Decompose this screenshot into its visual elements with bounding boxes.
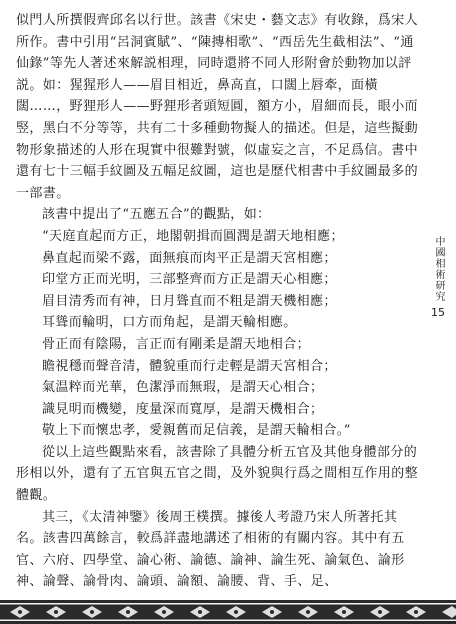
quote-block: [16, 226, 418, 442]
quote-line: 耳聳而輪明，口方而角起，是謂天輪相應。: [42, 315, 297, 331]
quote-line: 骨正而有陰陽，言正而有剛柔是謂天地相合；: [42, 336, 311, 352]
quote-line: 瞻視穩而聲音清，體貌重而行走輕是謂天宮相合；: [42, 358, 337, 374]
running-header: [425, 236, 451, 319]
quote-line: 眉目清秀而有神，日月聳直而不粗是謂天機相應；: [42, 293, 337, 309]
body-text: [16, 10, 418, 593]
decorative-footer-border: [0, 600, 456, 624]
page-number: 15: [431, 306, 445, 319]
quote-line: 鼻直起而梁不露，面無痕而肉平正是謂天宮相應；: [42, 250, 337, 266]
quote-line: “天庭直起而方正，地閣朝揖而圓潤是謂天地相應；: [42, 228, 344, 244]
quote-line: 氣温粹而光華，色潔淨而無瑕，是謂天心相合；: [42, 380, 324, 396]
paragraph-continuation: 似門人所撰假齊邱名以行世。該書《宋史・藝文志》有收錄，爲宋人所作。書中引用“呂洞賓賦”、“陳摶相歌”、“西岳先生截相法”、“通仙錄”等先人著述來解説相理，同時還將不同人形附會於動物加以評説。如：猩猩形人——眉目相近，鼻高直，口闊上唇牽，面橫闊……，野狸形人——野狸形者頭短圓，額方小，眉細而長，眼小而竪，黑白不分等等，共有二十多種動物擬人的描述。但是，這些擬動物形象描述的人形在現實中很難對號，似虛妄之言，不足爲信。書中還有七十三幅手紋圖及五幅足紋圖，這也是歷代相書中手紋圖最多的一部書。: [16, 13, 419, 201]
book-title-vertical: 中國相術研究: [433, 236, 444, 302]
paragraph-intro-five-responses: 該書中提出了“五應五合”的觀點，如：: [42, 207, 271, 223]
quote-line: 識見明而機變，度量深而寬厚，是謂天機相合；: [42, 401, 324, 417]
quote-line: 印堂方正而光明，三部整齊而方正是謂天心相應；: [42, 272, 337, 288]
paragraph-taiqing-shenjian: 其三，《太清神鑒》後周王樸撰。據後人考證乃宋人所著托其名。該書四萬餘言，較爲詳盡地講述了相術的有關内容。其中有五官、六府、四學堂、論心術、論德、論神、論生死、論氣色、論形神、論聲、論骨肉、論頭、論額、論腰、背、手、足、: [16, 509, 405, 590]
paragraph-conclusion: 從以上這些觀點來看，該書除了具體分析五官及其他身體部分的形相以外，還有了五官與五官之間，及外貌與行爲之間相互作用的整體觀。: [16, 444, 419, 504]
quote-line: 敬上下而懷忠孝，愛親舊而足信義，是謂天輪相合。”: [42, 423, 351, 439]
